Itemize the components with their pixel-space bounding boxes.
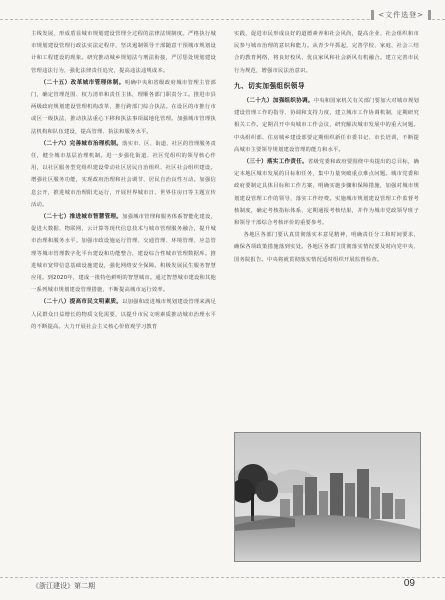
- paragraph: [234, 156, 419, 229]
- city-skyline-photo: [234, 432, 421, 562]
- paragraph: [31, 28, 216, 77]
- paragraph-text: 各地区各部门要认真贯彻落实本意见精神，明确责任分工和时间要求，确保各项政策措施落到实处。各地区各部门贯彻落实情况要及时向党中央、国务院报告。中央将就贯彻落实情况适时组织开展监督检查。: [234, 232, 419, 263]
- footer-rule: [0, 577, 445, 578]
- section-heading: 九、切实加强组织领导: [234, 81, 305, 90]
- journal-name: 《浙江建设》第二期: [32, 582, 95, 590]
- paragraph-heading: （三十）落实工作责任。: [243, 159, 308, 166]
- paragraph-heading: （二十五）改革城市管理体制。: [40, 79, 125, 86]
- paragraph-text: 主线发展，形成盾显城市规划建设管理全过程的法律法规制度。严格执行城市规划建设管理行政法实法定程序，坚决遏制领导干部随意干预城市规划设计和工程建设的现象。研究推动城乡规划法与刑法衔接，严厉惩处规划建设管理违法行为，强化法律责任追究，提高违法违规成本。: [31, 31, 216, 74]
- paragraph-heading: （二十九）加强组织协调。: [243, 98, 314, 105]
- paragraph: [31, 138, 216, 211]
- paragraph-heading: （二十八）提高市民文明素质。: [40, 299, 123, 306]
- paragraph: [31, 296, 216, 333]
- paragraph-heading: （二十六）完善城市治理机制。: [40, 140, 123, 147]
- paragraph-text: 落实市、区、街道、社区的管理服务责任，健全城市基层治理机制。进一步强化街道、社区党组织的领导核心作用，以社区服务型党组织建设带动社区居民自治组织、社区社会组织建设。增强社区服务功能，实现政府治理和社会调节、居民自治良性互动。加强信息公开，推进城市治理阳光运行，开展世界城市日、世界住房日等主题宣传活动。: [31, 140, 216, 208]
- paragraph-text: 以加强和改进城市规划建设管理来满足人民群众日益增长的物质文化需要，以提升市民文明素质推动城市治理水平的不断提高。大力开展社会主义核心价值观学习教育: [31, 299, 216, 330]
- paragraph: [234, 28, 419, 77]
- paragraph: [234, 95, 419, 156]
- paragraph-text: 省级党委和政府要围绕中央提出的总目标，确定本地区城市发展的目标和任务，集中力量突破重点难点问题。城市党委和政府要制定具体目标和工作方案，明确实施步骤和保障措施，加强对城市规划建设管理工作的领导，落实工作经费。实施城市规划建设管理工作监督考核制度，确定考核指标体系，定期通报考核结果，并作为城市党政领导班子和领导干部综合考核评价的重要参考。: [234, 159, 419, 227]
- paragraph: [31, 77, 216, 138]
- left-column: [31, 28, 216, 333]
- paragraph: [31, 211, 216, 296]
- page-number: 09: [403, 578, 415, 589]
- paragraph: [234, 229, 419, 266]
- paragraph-text: 中央和国家机关有关部门要加大对城市规划建设管理工作的指导、协调和支持力度，建立城市工作协调机制，定期研究相关工作。定期召开中央城市工作会议，研究解决城市发展中的重大问题。中央组织部、住房城乡建设部要定期组织新任市委书记、市长培训，不断提高城市主要领导规划建设管理的能力和水平。: [234, 98, 419, 153]
- right-column: [234, 28, 419, 266]
- section-tag: <文件选登>: [371, 10, 431, 20]
- paragraph-text: 明确中央和省级政府城市管理主管部门，确定管理范围、权力清单和责任主体，理顺各部门职责分工。推进市县两级政府规划建设管理机构改革，推行跨部门综合执法。在设区的市推行市或区一级执法，推动执法重心下移和执法事项属地化管理。加强城市管理执法机构和队伍建设，提高管理、执法和服务水平。: [31, 79, 216, 135]
- paragraph-text: 实践，促进市民形成良好的道德素养和社会风尚，提高企业、社会组织和市民参与城市治理的意识和能力。从青少年抓起，完善学校、家庭、社会三结合的教育网络，将良好校风、优良家风和社会新风有机融合。建立完善市民行为规范，增强市民法治意识。: [234, 31, 419, 74]
- paragraph-text: 加强城市管理和服务体系智能化建设，促进大数据、物联网、云计算等现代信息技术与城市管理服务融合，提升城市治理和服务水平。加强市政设施运行管理、交通管理、环境管理、应急管理等城市管理数字化平台建设和功能整合，建设综合性城市管理数据库。推进城市宽带信息基础设施建设，强化网络安全保障。积极发展民生服务智慧应用。到2020年，建成一批特色鲜明的智慧城市。通过智慧城市建设和其他一系列城市规划建设管理措施，不断提高城市运行效率。: [31, 214, 216, 294]
- paragraph-heading: （二十七）推进城市智慧管理。: [40, 214, 123, 221]
